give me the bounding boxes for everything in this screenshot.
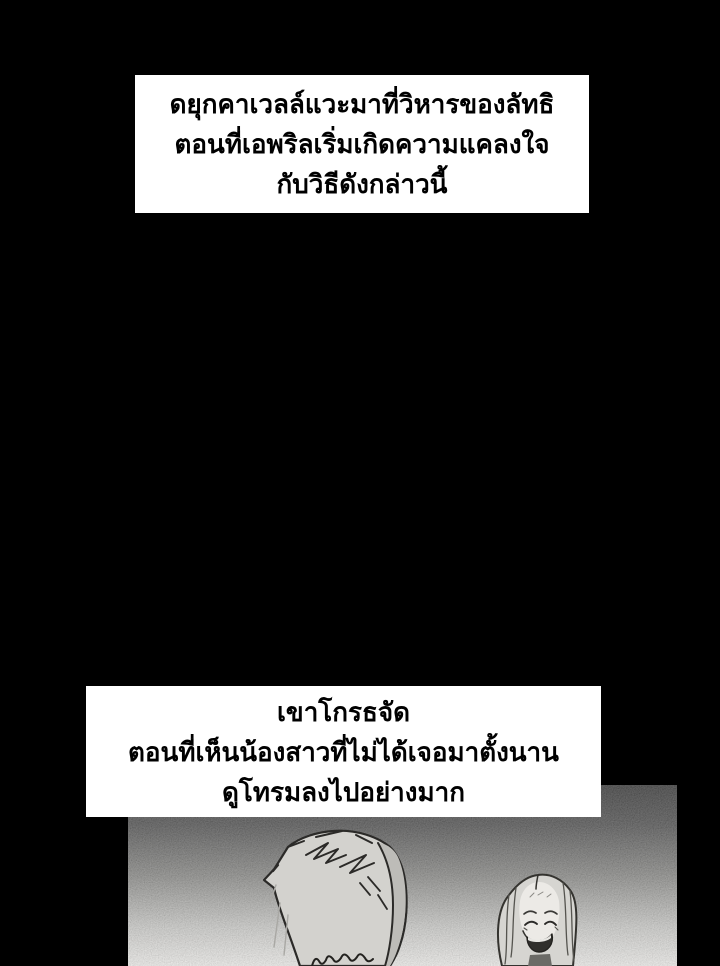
narration-box-bottom <box>86 686 601 817</box>
narration-line: กับวิธีดังกล่าวนี้ <box>276 169 448 199</box>
narration-line: ดยุกคาเวลล์แวะมาที่วิหารของลัทธิ <box>169 89 555 119</box>
man-back-view <box>264 831 407 966</box>
narration-box-top <box>135 75 589 213</box>
narration-line: ดูโทรมลงไปอย่างมาก <box>222 776 465 807</box>
narration-line: เขาโกรธจัด <box>277 696 410 727</box>
narration-line: ตอนที่เอพริลเริ่มเกิดความแคลงใจ <box>174 129 550 159</box>
narration-line: ตอนที่เห็นน้องสาวที่ไม่ได้เจอมาตั้งนาน <box>128 736 559 767</box>
